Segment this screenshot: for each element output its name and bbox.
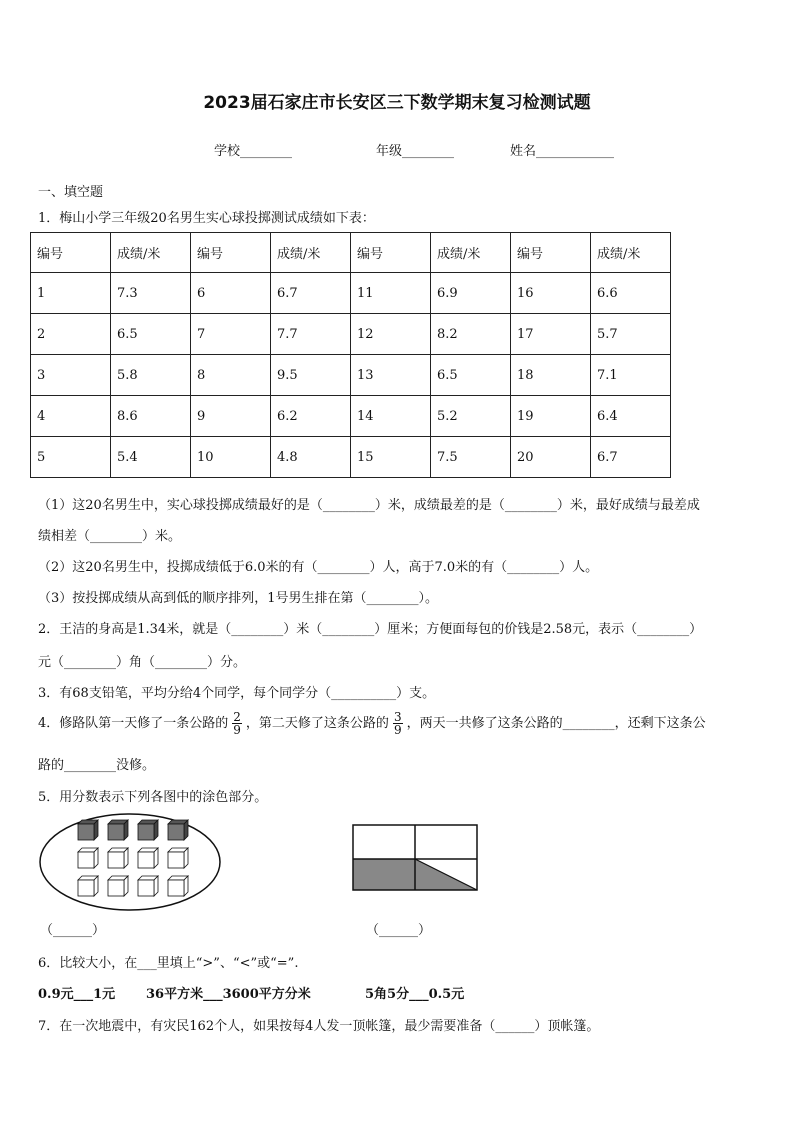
question-1-sub1-line2: 绩相差（________）米。: [38, 529, 182, 544]
question-6-item-3: 5角5分___0.5元: [365, 987, 465, 1002]
table-cell: 3: [31, 355, 111, 396]
table-cell: 5.8: [111, 355, 191, 396]
table-header-cell: 成绩/米: [111, 233, 191, 273]
table-row: [31, 355, 671, 396]
question-5-answer-1: （______）: [40, 923, 106, 938]
table-cell: 7.1: [591, 355, 671, 396]
table-cell: 13: [351, 355, 431, 396]
fraction-numerator: 2: [233, 710, 241, 724]
plain-cube: [138, 848, 158, 868]
table-row: [31, 396, 671, 437]
table-cell: 15: [351, 437, 431, 478]
table-cell: 6.9: [431, 273, 511, 314]
table-cell: 4: [31, 396, 111, 437]
table-cell: 7.7: [271, 314, 351, 355]
plain-cube: [78, 848, 98, 868]
table-header-cell: 成绩/米: [271, 233, 351, 273]
question-4-line1: [38, 711, 706, 736]
table-cell: 7.3: [111, 273, 191, 314]
table-cell: 5: [31, 437, 111, 478]
table-cell: 4.8: [271, 437, 351, 478]
table-row: [31, 314, 671, 355]
table-cell: 5.2: [431, 396, 511, 437]
table-cell: 18: [511, 355, 591, 396]
question-2-line1: 2．王洁的身高是1.34米，就是（________）米（________）厘米；方便面每包的价钱是2.58元，表示（________）: [38, 622, 703, 637]
table-cell: 5.4: [111, 437, 191, 478]
table-header-cell: 成绩/米: [431, 233, 511, 273]
question-1-sub3: （3）按投掷成绩从高到低的顺序排列，1号男生排在第（________）。: [38, 591, 439, 606]
question-6-stem: 6．比较大小，在___里填上“>”、“<”或“=”.: [38, 956, 299, 971]
table-cell: 20: [511, 437, 591, 478]
ellipse-outline: [40, 814, 220, 910]
school-field: 学校________: [214, 144, 293, 159]
plain-cube: [168, 876, 188, 896]
question-3: 3．有68支铅笔，平均分给4个同学，每个同学分（__________）支。: [38, 686, 436, 701]
table-cell: 6.7: [591, 437, 671, 478]
plain-cube: [138, 876, 158, 896]
question-4-text-a: 4．修路队第一天修了一条公路的: [38, 716, 229, 731]
table-row: [31, 273, 671, 314]
question-4-text-c: ，两天一共修了这条公路的________，还剩下这条公: [406, 716, 706, 731]
question-1-sub2: （2）这20名男生中，投掷成绩低于6.0米的有（________）人，高于7.0米的有（________）人。: [38, 560, 599, 575]
question-5-answer-2: （______）: [366, 923, 432, 938]
table-header-cell: 编号: [511, 233, 591, 273]
question-4-text-b: ，第二天修了这条公路的: [245, 716, 389, 731]
plain-cube: [108, 876, 128, 896]
question-1-sub1-line1: （1）这20名男生中，实心球投掷成绩最好的是（________）米，成绩最差的是（________）米，最好成绩与最差成: [38, 498, 700, 513]
table-cell: 17: [511, 314, 591, 355]
shaded-rectangle-part: [353, 859, 415, 890]
table-cell: 6.2: [271, 396, 351, 437]
table-cell: 6.5: [431, 355, 511, 396]
fraction-three-ninths: [393, 711, 403, 736]
table-cell: 2: [31, 314, 111, 355]
table-cell: 7.5: [431, 437, 511, 478]
plain-cube: [168, 848, 188, 868]
section-heading: 一、填空题: [38, 185, 104, 200]
question-7: 7．在一次地震中，有灾民162个人，如果按每4人发一顶帐篷，最少需要准备（______）顶帐篷。: [38, 1019, 600, 1034]
table-cell: 8: [191, 355, 271, 396]
shaded-cube: [168, 820, 188, 840]
fraction-numerator: 3: [393, 710, 402, 724]
table-cell: 5.7: [591, 314, 671, 355]
grade-field: 年级________: [376, 144, 455, 159]
table-header-cell: 编号: [191, 233, 271, 273]
question-4-line2: 路的________没修。: [38, 758, 156, 773]
table-header-row: [31, 233, 671, 273]
table-cell: 14: [351, 396, 431, 437]
plain-cube: [108, 848, 128, 868]
table-row: [31, 437, 671, 478]
shaded-cube: [108, 820, 128, 840]
rectangle-figure: [350, 822, 482, 894]
table-cell: 9: [191, 396, 271, 437]
table-cell: 16: [511, 273, 591, 314]
cube-ellipse-figure: [36, 810, 226, 915]
table-cell: 8.2: [431, 314, 511, 355]
page-title: 2023届石家庄市长安区三下数学期末复习检测试题: [203, 93, 591, 113]
question-2-line2: 元（________）角（________）分。: [38, 655, 247, 670]
table-cell: 11: [351, 273, 431, 314]
name-field: 姓名____________: [510, 144, 615, 159]
shaded-cube: [138, 820, 158, 840]
table-cell: 7: [191, 314, 271, 355]
fraction-denominator: 9: [233, 723, 241, 737]
table-cell: 9.5: [271, 355, 351, 396]
table-cell: 8.6: [111, 396, 191, 437]
table-cell: 6.4: [591, 396, 671, 437]
table-cell: 6.6: [591, 273, 671, 314]
table-cell: 6: [191, 273, 271, 314]
shaded-cube: [78, 820, 98, 840]
table-header-cell: 成绩/米: [591, 233, 671, 273]
table-cell: 19: [511, 396, 591, 437]
question-5-stem: 5．用分数表示下列各图中的涂色部分。: [38, 790, 268, 805]
table-header-cell: 编号: [31, 233, 111, 273]
table-header-cell: 编号: [351, 233, 431, 273]
fraction-two-ninths: [232, 711, 242, 736]
table-cell: 1: [31, 273, 111, 314]
table-cell: 6.7: [271, 273, 351, 314]
table-cell: 10: [191, 437, 271, 478]
fraction-denominator: 9: [393, 723, 402, 737]
score-table: [30, 232, 671, 478]
table-cell: 6.5: [111, 314, 191, 355]
plain-cube: [78, 876, 98, 896]
table-cell: 12: [351, 314, 431, 355]
question-1-stem: 1．梅山小学三年级20名男生实心球投掷测试成绩如下表：: [38, 211, 375, 226]
question-6-item-2: 36平方米___3600平方分米: [146, 987, 311, 1002]
question-6-item-1: 0.9元___1元: [38, 987, 116, 1002]
